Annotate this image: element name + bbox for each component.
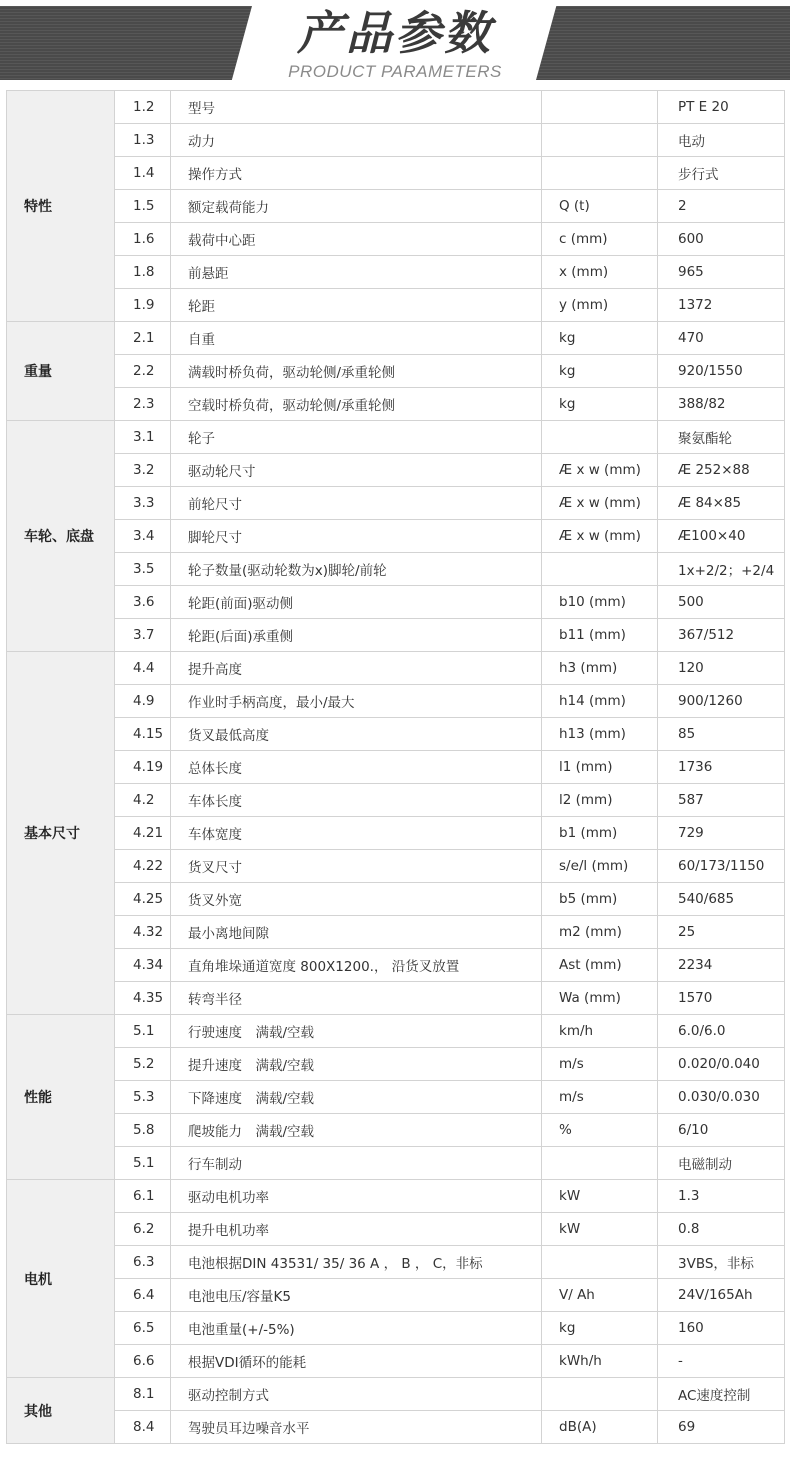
value-cell: 965 [658,256,785,289]
parameter-name-cell: 最小离地间隙 [171,916,542,949]
value-cell: 540/685 [658,883,785,916]
page-header [0,0,790,88]
code-cell: 5.1 [115,1147,171,1180]
code-cell: 4.22 [115,850,171,883]
page-subtitle: PRODUCT PARAMETERS [288,62,502,81]
parameter-name-cell: 轮距 [171,289,542,322]
table-row [7,1378,785,1411]
table-row [7,982,785,1015]
unit-cell: b11 (mm) [542,619,658,652]
parameter-name-cell: 电池根据DIN 43531/ 35/ 36 A ， B ， C，非标 [171,1246,542,1279]
unit-cell: b10 (mm) [542,586,658,619]
table-row [7,1180,785,1213]
parameter-name-cell: 总体长度 [171,751,542,784]
code-cell: 6.4 [115,1279,171,1312]
table-row [7,256,785,289]
code-cell: 1.4 [115,157,171,190]
parameter-name-cell: 驱动轮尺寸 [171,454,542,487]
table-row [7,619,785,652]
value-cell: 0.8 [658,1213,785,1246]
table-row [7,223,785,256]
parameter-name-cell: 自重 [171,322,542,355]
table-row [7,124,785,157]
value-cell: 0.030/0.030 [658,1081,785,1114]
parameter-name-cell: 转弯半径 [171,982,542,1015]
table-row [7,1015,785,1048]
code-cell: 4.34 [115,949,171,982]
unit-cell: m/s [542,1048,658,1081]
code-cell: 3.4 [115,520,171,553]
parameter-name-cell: 车体长度 [171,784,542,817]
parameter-name-cell: 驱动控制方式 [171,1378,542,1411]
unit-cell: Ast (mm) [542,949,658,982]
unit-cell: h3 (mm) [542,652,658,685]
table-row [7,685,785,718]
unit-cell [542,1147,658,1180]
code-cell: 1.8 [115,256,171,289]
table-row [7,1081,785,1114]
parameter-name-cell: 提升电机功率 [171,1213,542,1246]
table-row [7,718,785,751]
parameter-name-cell: 根据VDI循环的能耗 [171,1345,542,1378]
unit-cell [542,553,658,586]
unit-cell: km/h [542,1015,658,1048]
parameter-name-cell: 空载时桥负荷，驱动轮侧/承重轮侧 [171,388,542,421]
table-row [7,520,785,553]
value-cell: 900/1260 [658,685,785,718]
parameter-name-cell: 前悬距 [171,256,542,289]
parameter-name-cell: 作业时手柄高度，最小/最大 [171,685,542,718]
code-cell: 1.3 [115,124,171,157]
code-cell: 1.5 [115,190,171,223]
category-cell: 重量 [7,322,115,421]
parameter-name-cell: 直角堆垛通道宽度 800X1200.， 沿货叉放置 [171,949,542,982]
category-cell: 性能 [7,1015,115,1180]
parameter-name-cell: 货叉尺寸 [171,850,542,883]
unit-cell: kg [542,388,658,421]
parameter-name-cell: 轮距(后面)承重侧 [171,619,542,652]
unit-cell: s/e/l (mm) [542,850,658,883]
unit-cell: c (mm) [542,223,658,256]
value-cell: 600 [658,223,785,256]
parameter-name-cell: 货叉最低高度 [171,718,542,751]
value-cell: 2234 [658,949,785,982]
code-cell: 5.2 [115,1048,171,1081]
table-row [7,784,785,817]
spec-table-body [7,91,785,1444]
value-cell: 85 [658,718,785,751]
code-cell: 4.21 [115,817,171,850]
value-cell: 69 [658,1411,785,1444]
table-row [7,751,785,784]
category-cell: 电机 [7,1180,115,1378]
value-cell: 1.3 [658,1180,785,1213]
unit-cell: kg [542,355,658,388]
category-cell: 车轮、底盘 [7,421,115,652]
unit-cell [542,421,658,454]
category-cell: 特性 [7,91,115,322]
value-cell: 25 [658,916,785,949]
value-cell: 729 [658,817,785,850]
parameter-name-cell: 额定载荷能力 [171,190,542,223]
unit-cell: b1 (mm) [542,817,658,850]
table-row [7,421,785,454]
code-cell: 4.25 [115,883,171,916]
code-cell: 2.3 [115,388,171,421]
unit-cell: l2 (mm) [542,784,658,817]
table-row [7,817,785,850]
table-row [7,454,785,487]
parameter-name-cell: 轮子数量(驱动轮数为x)脚轮/前轮 [171,553,542,586]
code-cell: 3.5 [115,553,171,586]
parameter-name-cell: 车体宽度 [171,817,542,850]
value-cell: 1570 [658,982,785,1015]
parameter-name-cell: 动力 [171,124,542,157]
value-cell: 367/512 [658,619,785,652]
parameter-name-cell: 行车制动 [171,1147,542,1180]
unit-cell: kW [542,1180,658,1213]
value-cell: 电动 [658,124,785,157]
code-cell: 4.32 [115,916,171,949]
parameter-name-cell: 操作方式 [171,157,542,190]
table-row [7,355,785,388]
unit-cell: kW [542,1213,658,1246]
value-cell: 6/10 [658,1114,785,1147]
unit-cell: h13 (mm) [542,718,658,751]
table-row [7,949,785,982]
value-cell: 聚氨酯轮 [658,421,785,454]
value-cell: PT E 20 [658,91,785,124]
table-row [7,1279,785,1312]
value-cell: 1x+2/2；+2/4 [658,553,785,586]
value-cell: 587 [658,784,785,817]
value-cell: AC速度控制 [658,1378,785,1411]
table-row [7,883,785,916]
parameter-name-cell: 下降速度 满载/空载 [171,1081,542,1114]
category-cell: 基本尺寸 [7,652,115,1015]
value-cell: 120 [658,652,785,685]
table-row [7,916,785,949]
table-row [7,586,785,619]
table-row [7,322,785,355]
code-cell: 4.4 [115,652,171,685]
parameter-name-cell: 行驶速度 满载/空载 [171,1015,542,1048]
code-cell: 3.1 [115,421,171,454]
table-row [7,1147,785,1180]
unit-cell: % [542,1114,658,1147]
unit-cell: y (mm) [542,289,658,322]
code-cell: 3.3 [115,487,171,520]
code-cell: 4.9 [115,685,171,718]
table-row [7,388,785,421]
unit-cell [542,1246,658,1279]
value-cell: Æ 84×85 [658,487,785,520]
table-row [7,1114,785,1147]
table-row [7,850,785,883]
code-cell: 1.2 [115,91,171,124]
unit-cell [542,157,658,190]
unit-cell [542,124,658,157]
parameter-name-cell: 前轮尺寸 [171,487,542,520]
value-cell: 3VBS，非标 [658,1246,785,1279]
unit-cell: m/s [542,1081,658,1114]
parameter-name-cell: 满载时桥负荷，驱动轮侧/承重轮侧 [171,355,542,388]
unit-cell: Æ x w (mm) [542,487,658,520]
unit-cell: V/ Ah [542,1279,658,1312]
value-cell: Æ100×40 [658,520,785,553]
parameter-name-cell: 载荷中心距 [171,223,542,256]
code-cell: 4.35 [115,982,171,1015]
table-row [7,289,785,322]
value-cell: 60/173/1150 [658,850,785,883]
category-cell: 其他 [7,1378,115,1444]
code-cell: 6.3 [115,1246,171,1279]
value-cell: 1372 [658,289,785,322]
table-row [7,91,785,124]
value-cell: - [658,1345,785,1378]
code-cell: 5.8 [115,1114,171,1147]
code-cell: 4.2 [115,784,171,817]
unit-cell: Æ x w (mm) [542,520,658,553]
unit-cell [542,91,658,124]
table-row [7,553,785,586]
unit-cell: kWh/h [542,1345,658,1378]
unit-cell: Wa (mm) [542,982,658,1015]
code-cell: 4.15 [115,718,171,751]
unit-cell: Q (t) [542,190,658,223]
value-cell: 500 [658,586,785,619]
table-row [7,1213,785,1246]
parameter-name-cell: 货叉外宽 [171,883,542,916]
unit-cell: x (mm) [542,256,658,289]
code-cell: 2.2 [115,355,171,388]
unit-cell: kg [542,1312,658,1345]
value-cell: 电磁制动 [658,1147,785,1180]
unit-cell: m2 (mm) [542,916,658,949]
value-cell: 920/1550 [658,355,785,388]
table-row [7,487,785,520]
unit-cell: Æ x w (mm) [542,454,658,487]
code-cell: 3.7 [115,619,171,652]
unit-cell: l1 (mm) [542,751,658,784]
value-cell: 1736 [658,751,785,784]
code-cell: 6.6 [115,1345,171,1378]
table-row [7,1411,785,1444]
table-row [7,190,785,223]
code-cell: 4.19 [115,751,171,784]
parameter-name-cell: 电池重量(+/-5%) [171,1312,542,1345]
unit-cell: b5 (mm) [542,883,658,916]
unit-cell [542,1378,658,1411]
code-cell: 8.4 [115,1411,171,1444]
parameter-name-cell: 驾驶员耳边噪音水平 [171,1411,542,1444]
code-cell: 2.1 [115,322,171,355]
spec-table [6,90,785,1444]
value-cell: 388/82 [658,388,785,421]
code-cell: 5.3 [115,1081,171,1114]
parameter-name-cell: 轮距(前面)驱动侧 [171,586,542,619]
parameter-name-cell: 驱动电机功率 [171,1180,542,1213]
table-row [7,1345,785,1378]
code-cell: 1.9 [115,289,171,322]
parameter-name-cell: 脚轮尺寸 [171,520,542,553]
code-cell: 5.1 [115,1015,171,1048]
value-cell: 2 [658,190,785,223]
value-cell: 步行式 [658,157,785,190]
parameter-name-cell: 轮子 [171,421,542,454]
page-title: 产品参数 [297,6,493,60]
value-cell: 0.020/0.040 [658,1048,785,1081]
code-cell: 6.1 [115,1180,171,1213]
value-cell: 160 [658,1312,785,1345]
parameter-name-cell: 提升高度 [171,652,542,685]
value-cell: Æ 252×88 [658,454,785,487]
table-row [7,157,785,190]
table-row [7,1246,785,1279]
code-cell: 3.6 [115,586,171,619]
parameter-name-cell: 提升速度 满载/空载 [171,1048,542,1081]
parameter-name-cell: 型号 [171,91,542,124]
unit-cell: dB(A) [542,1411,658,1444]
table-row [7,1312,785,1345]
parameter-name-cell: 电池电压/容量K5 [171,1279,542,1312]
value-cell: 470 [658,322,785,355]
unit-cell: kg [542,322,658,355]
table-row [7,1048,785,1081]
code-cell: 3.2 [115,454,171,487]
unit-cell: h14 (mm) [542,685,658,718]
table-row [7,652,785,685]
parameter-name-cell: 爬坡能力 满载/空载 [171,1114,542,1147]
code-cell: 1.6 [115,223,171,256]
code-cell: 8.1 [115,1378,171,1411]
code-cell: 6.2 [115,1213,171,1246]
value-cell: 24V/165Ah [658,1279,785,1312]
code-cell: 6.5 [115,1312,171,1345]
value-cell: 6.0/6.0 [658,1015,785,1048]
